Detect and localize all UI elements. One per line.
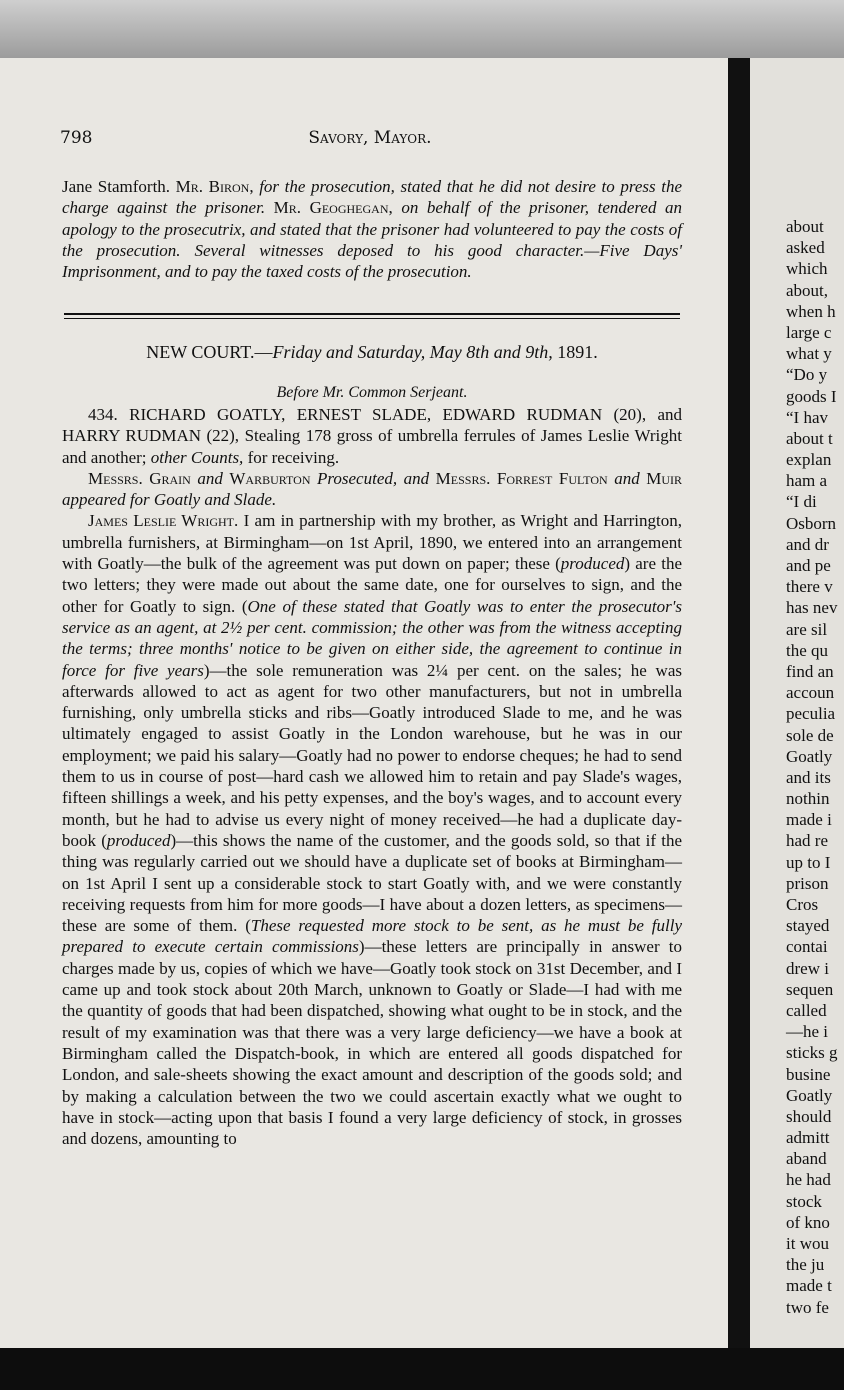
counsel-muir: Muir <box>646 468 682 488</box>
testimony-part-2: ) are the two letters; they were made out about the same date, one for ourselves to sign, and the other for Goatly to sign. ( <box>62 554 682 616</box>
right-page-line: Osborn <box>786 513 837 533</box>
counsel-warburton: Warburton <box>229 468 311 488</box>
charge: Stealing 178 gross of umbrella ferrules of James Leslie Wright and another; <box>62 426 683 467</box>
counsel-and-2: and <box>614 468 640 488</box>
defendant-name: Jane Stamforth. <box>62 177 171 196</box>
page-header <box>60 128 680 156</box>
court-heading <box>62 342 682 363</box>
right-page-line: made i <box>786 810 832 830</box>
page-number: 798 <box>60 128 93 148</box>
right-page-line: large c <box>786 322 832 342</box>
right-page-line: two fe <box>786 1297 829 1317</box>
court-name: NEW COURT.— <box>146 342 273 362</box>
previous-case-conclusion <box>62 176 682 282</box>
biron-statement: for the prosecution, stated that he did not desire to press the charge against the prisoner. <box>62 177 683 218</box>
right-page-line: when h <box>786 301 836 321</box>
right-page-line: Goatly <box>786 746 833 766</box>
section-divider <box>64 313 680 315</box>
right-page-line: and its <box>786 767 831 787</box>
case-report <box>62 404 682 1149</box>
counsel-grain: Messrs. Grain <box>88 468 191 488</box>
appeared-label: appeared for Goatly and Slade. <box>62 490 277 510</box>
counsel-forrest-fulton: Messrs. Forrest Fulton <box>435 468 608 488</box>
right-page-line: about <box>786 217 824 236</box>
right-page-line: the qu <box>786 640 829 660</box>
right-page-line: has nev <box>786 598 838 618</box>
right-page-line: and dr <box>786 534 829 554</box>
right-page-line: Cros <box>786 895 819 914</box>
other-counts: other Counts, <box>150 447 244 467</box>
right-page-line: admitt <box>786 1128 830 1148</box>
prosecuted-label: Prosecuted, and <box>317 468 430 488</box>
counsel-biron: Mr. Biron, <box>175 177 254 196</box>
presiding-judge: Before Mr. Common Serjeant. <box>276 384 468 401</box>
right-page-line: Goatly <box>786 1085 833 1105</box>
counsel-and: and <box>197 468 223 488</box>
right-page-line: nothin <box>786 789 830 809</box>
testimony-part-3: )—the sole remuneration was 2¼ per cent. on the sales; he was afterwards allowed to act as agent for two other manufacturers, but not in umbrella furnishing, only umbrella sticks and ribs—Goatly introduced Slade to me, and he was ultimately engaged to assist Goatly in the London warehouse, but he was in our employment; we paid his salary—Goatly had no power to endorse cheques; he had to send them to us in course of post—hard cash we allowed him to retain and pay Slade's wages, fifteen shillings a week, and his petty expenses, and the boy's wages, and to account every month, but he had to advise us every night of money received—he had a duplicate day-book ( <box>62 660 683 850</box>
court-year: 1891. <box>557 342 598 362</box>
right-page-line: what y <box>786 344 832 364</box>
right-page-line: accoun <box>786 683 835 703</box>
right-page-line: prison <box>786 873 829 893</box>
produced-note-1: produced <box>560 554 625 574</box>
right-page-line: it wou <box>786 1234 829 1253</box>
right-page-line: contai <box>786 937 828 957</box>
testimony-part-4: )—this shows the name of the customer, and the goods sold, so that if the thing was regularly carried out we should have a duplicate set of books at Birmingham—on 1st April I sent up a considerable stock to start Goatly with, and we were constantly receiving requests from him for more goods—I have about a dozen letters, as specimens—these are some of them. ( <box>62 830 682 936</box>
agreement-note: One of these stated that Goatly was to enter the prosecutor's service as an agent, at 2½ per cent. commission; the other was from the witness accepting the terms; three months' notice to be given on either side, the agreement to continue in force for five years <box>62 596 682 680</box>
right-page-line: —he i <box>786 1022 829 1042</box>
right-page-line: there v <box>786 577 833 597</box>
testimony-part-1: I am in partnership with my brother, as Wright and Harrington, umbrella furnishers, at Birmingham—on 1st April, 1890, we entered into an arrangement with Goatly—the bulk of the agreement was put down on paper; these ( <box>62 511 683 574</box>
right-page-line: are sil <box>786 619 828 639</box>
defendants: 434. RICHARD GOATLY, ERNEST SLADE, EDWARD RUDMAN (20), and HARRY RUDMAN (22), <box>62 405 682 446</box>
testimony-part-5: )—these letters are principally in answer to charges made by us, copies of which we have—Goatly took stock on 31st December, and I came up and took stock about 20th March, unknown to Goatly or Slade—I had with me the quantity of goods that had been dispatched, showing what ought to be in stock, and the result of my examination was that there was a very large deficiency—we have a book at Birmingham called the Dispatch-book, in which are entered all goods dispatched for London, and sale-sheets showing the exact amount and description of the goods sold; and by making a calculation between the two we could ascertain exactly what we ought to have in stock—acting upon that basis I found a very large deficiency of stock, in grosses and dozens, amounting to <box>62 937 682 1149</box>
right-page-line: about t <box>786 428 833 448</box>
case-heading <box>62 404 682 468</box>
section-divider-thin <box>64 318 680 319</box>
right-page-line: should <box>786 1106 832 1126</box>
right-page-line: sole de <box>786 725 834 745</box>
geoghegan-statement: on behalf of the prisoner, tendered an apology to the prosecutrix, and stated that the prisoner had volunteered to pay the costs of the prosecution. Several witnesses deposed to his good character.—Five Days' Imprisonment, and to pay the taxed costs of the prosecution. <box>62 198 683 282</box>
book-gutter <box>728 58 750 1348</box>
right-page-line: stock <box>786 1191 822 1211</box>
witness-name: James Leslie Wright. <box>88 511 239 531</box>
right-page-line: peculia <box>786 704 836 724</box>
letters-note: These requested more stock to be sent, as he must be fully prepared to execute certain commissions <box>62 916 682 957</box>
right-page-line: up to I <box>786 852 831 872</box>
right-page-line: had re <box>786 831 829 851</box>
court-dates: Friday and Saturday, May 8th and 9th, <box>272 342 553 362</box>
scan-bottom-edge <box>0 1348 844 1390</box>
right-page-line: stayed <box>786 916 830 936</box>
receiving: for receiving. <box>247 447 340 467</box>
right-page-line: he had <box>786 1170 831 1190</box>
right-page-line: and pe <box>786 556 831 575</box>
right-page-line: sequen <box>786 979 834 999</box>
running-title: Savory, Mayor. <box>308 128 432 148</box>
right-page-line: asked <box>786 238 825 258</box>
right-page-line: ham a <box>786 471 828 491</box>
right-page-line: called <box>786 1000 827 1020</box>
right-page-line: of kno <box>786 1212 830 1232</box>
scan-top-edge <box>0 0 844 60</box>
right-page-line: aband <box>786 1149 827 1169</box>
right-page-line: which <box>786 259 828 279</box>
counsel-line <box>62 468 682 511</box>
right-page <box>750 58 844 1348</box>
produced-note-2: produced <box>106 830 171 850</box>
right-page-line: find an <box>786 661 834 681</box>
witness-testimony <box>62 510 682 1149</box>
right-page-line: sticks g <box>786 1043 838 1063</box>
counsel-geoghegan: Mr. Geoghegan, <box>273 198 393 218</box>
right-page-text <box>786 216 844 1318</box>
right-page-line: made t <box>786 1276 832 1296</box>
right-page-line: “Do y <box>786 365 828 385</box>
right-page-line: the ju <box>786 1255 825 1275</box>
right-page-line: drew i <box>786 958 829 978</box>
right-page-line: “I di <box>786 492 817 512</box>
right-page-line: about, <box>786 280 829 300</box>
right-page-line: “I hav <box>786 407 829 427</box>
right-page-line: busine <box>786 1064 831 1084</box>
right-page-line: goods I <box>786 386 837 406</box>
right-page-line: explan <box>786 450 832 470</box>
